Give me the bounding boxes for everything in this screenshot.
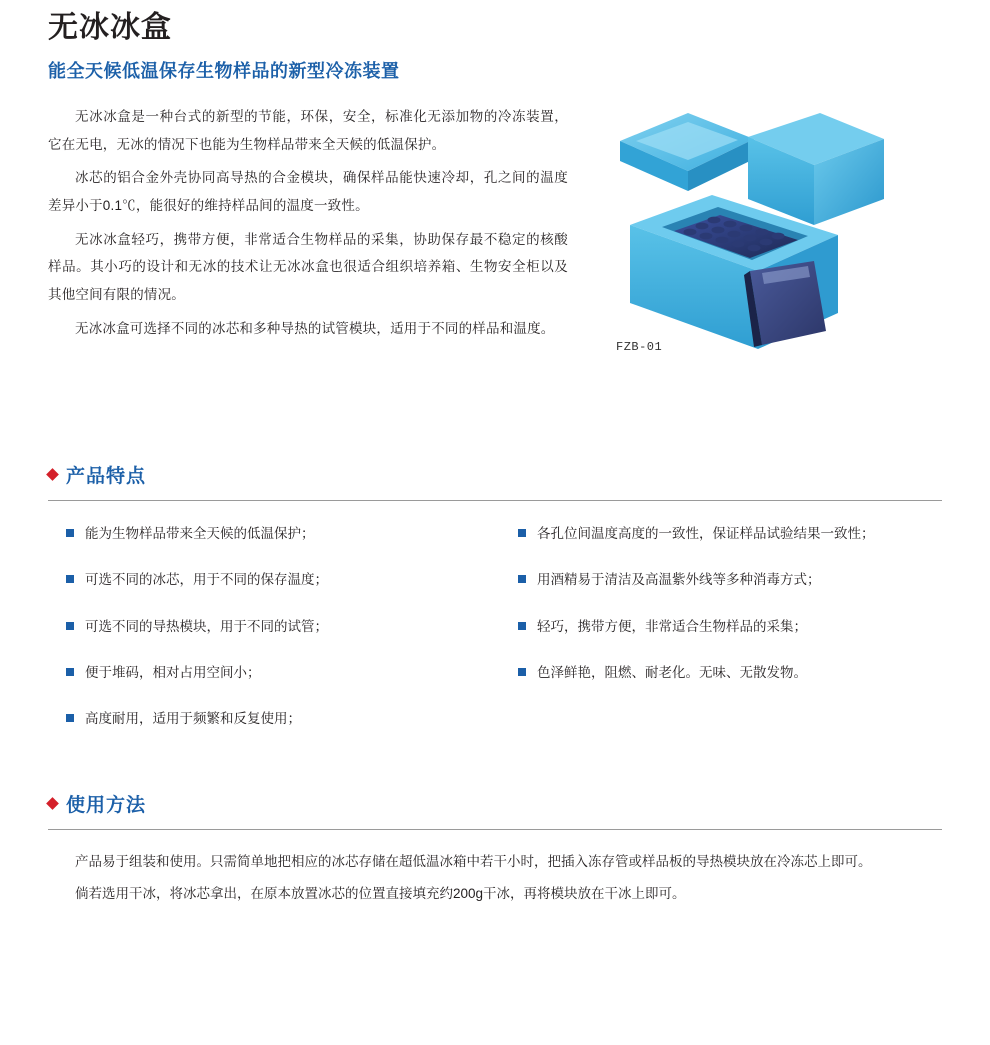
usage-section-head (48, 790, 942, 817)
page-subtitle: 能全天候低温保存生物样品的新型冷冻装置 (48, 61, 400, 81)
feature-text: 用酒精易于清洁及高温紫外线等多种消毒方式； (537, 572, 821, 588)
list-item (66, 662, 504, 684)
usage-divider (48, 829, 942, 830)
feature-text: 可选不同的冰芯，用于不同的保存温度； (85, 572, 328, 588)
page-title: 无冰冰盒 (48, 11, 172, 44)
diamond-bullet-icon (46, 797, 59, 810)
intro-paragraph-3: 无冰冰盒轻巧，携带方便，非常适合生物样品的采集，协助保存最不稳定的核酸样品。其小巧的设计和无冰的技术让无冰冰盒也很适合组织培养箱、生物安全柜以及其他空间有限的情况。 (48, 231, 568, 303)
list-item (66, 569, 504, 591)
feature-text: 便于堆码，相对占用空间小； (85, 664, 261, 680)
list-item (66, 616, 504, 638)
square-bullet-icon (518, 529, 526, 537)
feature-text: 轻巧，携带方便，非常适合生物样品的采集； (537, 618, 807, 634)
intro-text (48, 103, 568, 342)
feature-text: 可选不同的导热模块，用于不同的试管； (85, 618, 328, 634)
features-section-title: 产品特点 (66, 466, 147, 487)
list-item (66, 523, 504, 545)
feature-text: 色泽鲜艳，阻燃、耐老化。无味、无散发物。 (537, 664, 807, 680)
usage-text (48, 848, 942, 907)
photo-caption: FZB-01 (616, 340, 663, 354)
intro-section (48, 103, 942, 393)
intro-paragraph-2: 冰芯的铝合金外壳协同高导热的合金模块，确保样品能快速冷却，孔之间的温度差异小于0.1℃，能很好的维持样品间的温度一致性。 (48, 170, 568, 214)
usage-section-title: 使用方法 (66, 795, 147, 817)
square-bullet-icon (518, 622, 526, 630)
list-item (518, 616, 942, 638)
intro-paragraph-1: 无冰冰盒是一种台式的新型的节能，环保，安全，标准化无添加物的冷冻装置，它在无电，无冰的情况下也能为生物样品带来全天候的低温保护。 (48, 109, 568, 152)
feature-text: 能为生物样品带来全天候的低温保护； (85, 526, 315, 541)
features-section-head (48, 461, 942, 488)
list-item (518, 523, 942, 545)
square-bullet-icon (66, 714, 74, 722)
product-photo (602, 95, 942, 395)
usage-section (48, 790, 942, 907)
square-bullet-icon (66, 668, 74, 676)
list-item (66, 708, 504, 730)
features-column-right (504, 523, 942, 754)
feature-text: 各孔位间温度高度的一致性，保证样品试验结果一致性； (537, 526, 875, 541)
features-section (48, 461, 942, 754)
usage-paragraph-1: 产品易于组装和使用。只需简单地把相应的冰芯存储在超低温冰箱中若干小时，把插入冻存管或样品板的导热模块放在冷冻芯上即可。 (75, 854, 872, 870)
list-item (518, 662, 942, 684)
intro-paragraph-4: 无冰冰盒可选择不同的冰芯和多种导热的试管模块，适用于不同的样品和温度。 (75, 320, 555, 336)
square-bullet-icon (66, 529, 74, 537)
feature-text: 高度耐用，适用于频繁和反复使用； (85, 711, 301, 727)
diamond-bullet-icon (46, 468, 59, 481)
square-bullet-icon (518, 575, 526, 583)
features-list (48, 523, 942, 754)
square-bullet-icon (66, 622, 74, 630)
list-item (518, 569, 942, 591)
square-bullet-icon (518, 668, 526, 676)
square-bullet-icon (66, 575, 74, 583)
features-divider (48, 500, 942, 501)
features-column-left (66, 523, 504, 754)
usage-paragraph-2: 倘若选用干冰，将冰芯拿出，在原本放置冰芯的位置直接填充约200g干冰，再将模块放在干冰上即可。 (75, 886, 686, 901)
